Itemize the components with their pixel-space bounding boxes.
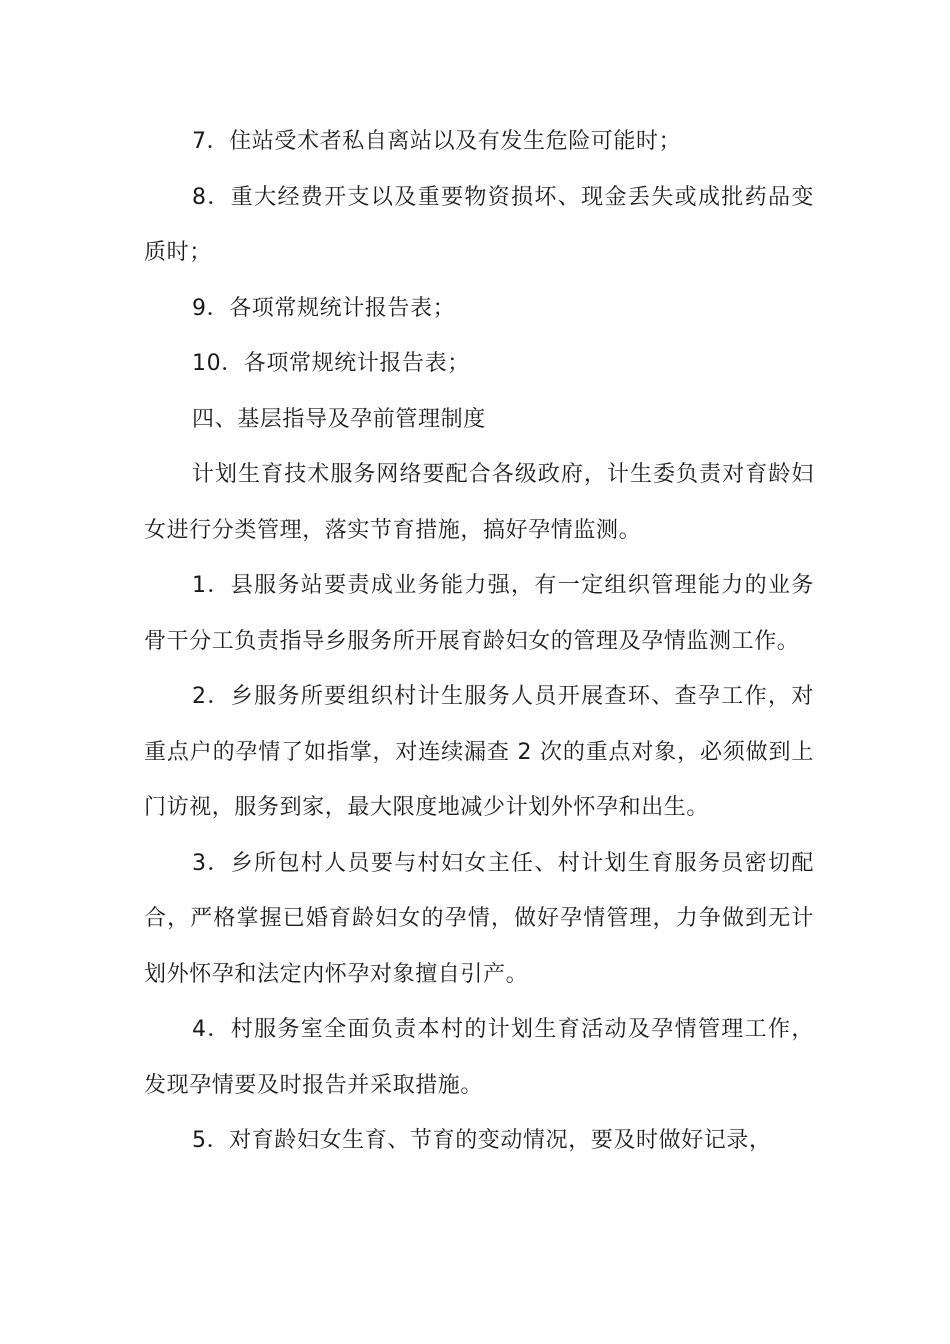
paragraph-item-3: 3．乡所包村人员要与村妇女主任、村计划生育服务员密切配合，严格掌握已婚育龄妇女的孕情，做好孕情管理，力争做到无计划外怀孕和法定内怀孕对象擅自引产。 bbox=[144, 850, 814, 987]
paragraph-item-8: 8．重大经费开支以及重要物资损坏、现金丢失或成批药品变质时； bbox=[144, 184, 814, 265]
paragraph-item-1: 1．县服务站要责成业务能力强，有一定组织管理能力的业务骨干分工负责指导乡服务所开展育龄妇女的管理及孕情监测工作。 bbox=[144, 573, 814, 654]
paragraph-item-5: 5．对育龄妇女生育、节育的变动情况，要及时做好记录， bbox=[192, 1128, 772, 1153]
section-intro-paragraph: 计划生育技术服务网络要配合各级政府，计生委负责对育龄妇女进行分类管理，落实节育措施，搞好孕情监测。 bbox=[144, 462, 814, 543]
paragraph-item-9: 9．各项常规统计报告表； bbox=[192, 295, 456, 321]
section-heading: 四、基层指导及孕前管理制度 bbox=[192, 406, 486, 432]
paragraph-item-4: 4．村服务室全面负责本村的计划生育活动及孕情管理工作，发现孕情要及时报告并采取措施。 bbox=[144, 1017, 814, 1098]
document-body bbox=[144, 114, 814, 1169]
paragraph-item-10: 10．各项常规统计报告表； bbox=[192, 351, 470, 376]
paragraph-item-2: 2．乡服务所要组织村计生服务人员开展查环、查孕工作，对重点户的孕情了如指掌，对连续漏查 2 次的重点对象，必须做到上门访视，服务到家，最大限度地减少计划外怀孕和出生。 bbox=[144, 684, 814, 820]
paragraph-item-7: 7．住站受术者私自离站以及有发生危险可能时； bbox=[192, 129, 682, 154]
